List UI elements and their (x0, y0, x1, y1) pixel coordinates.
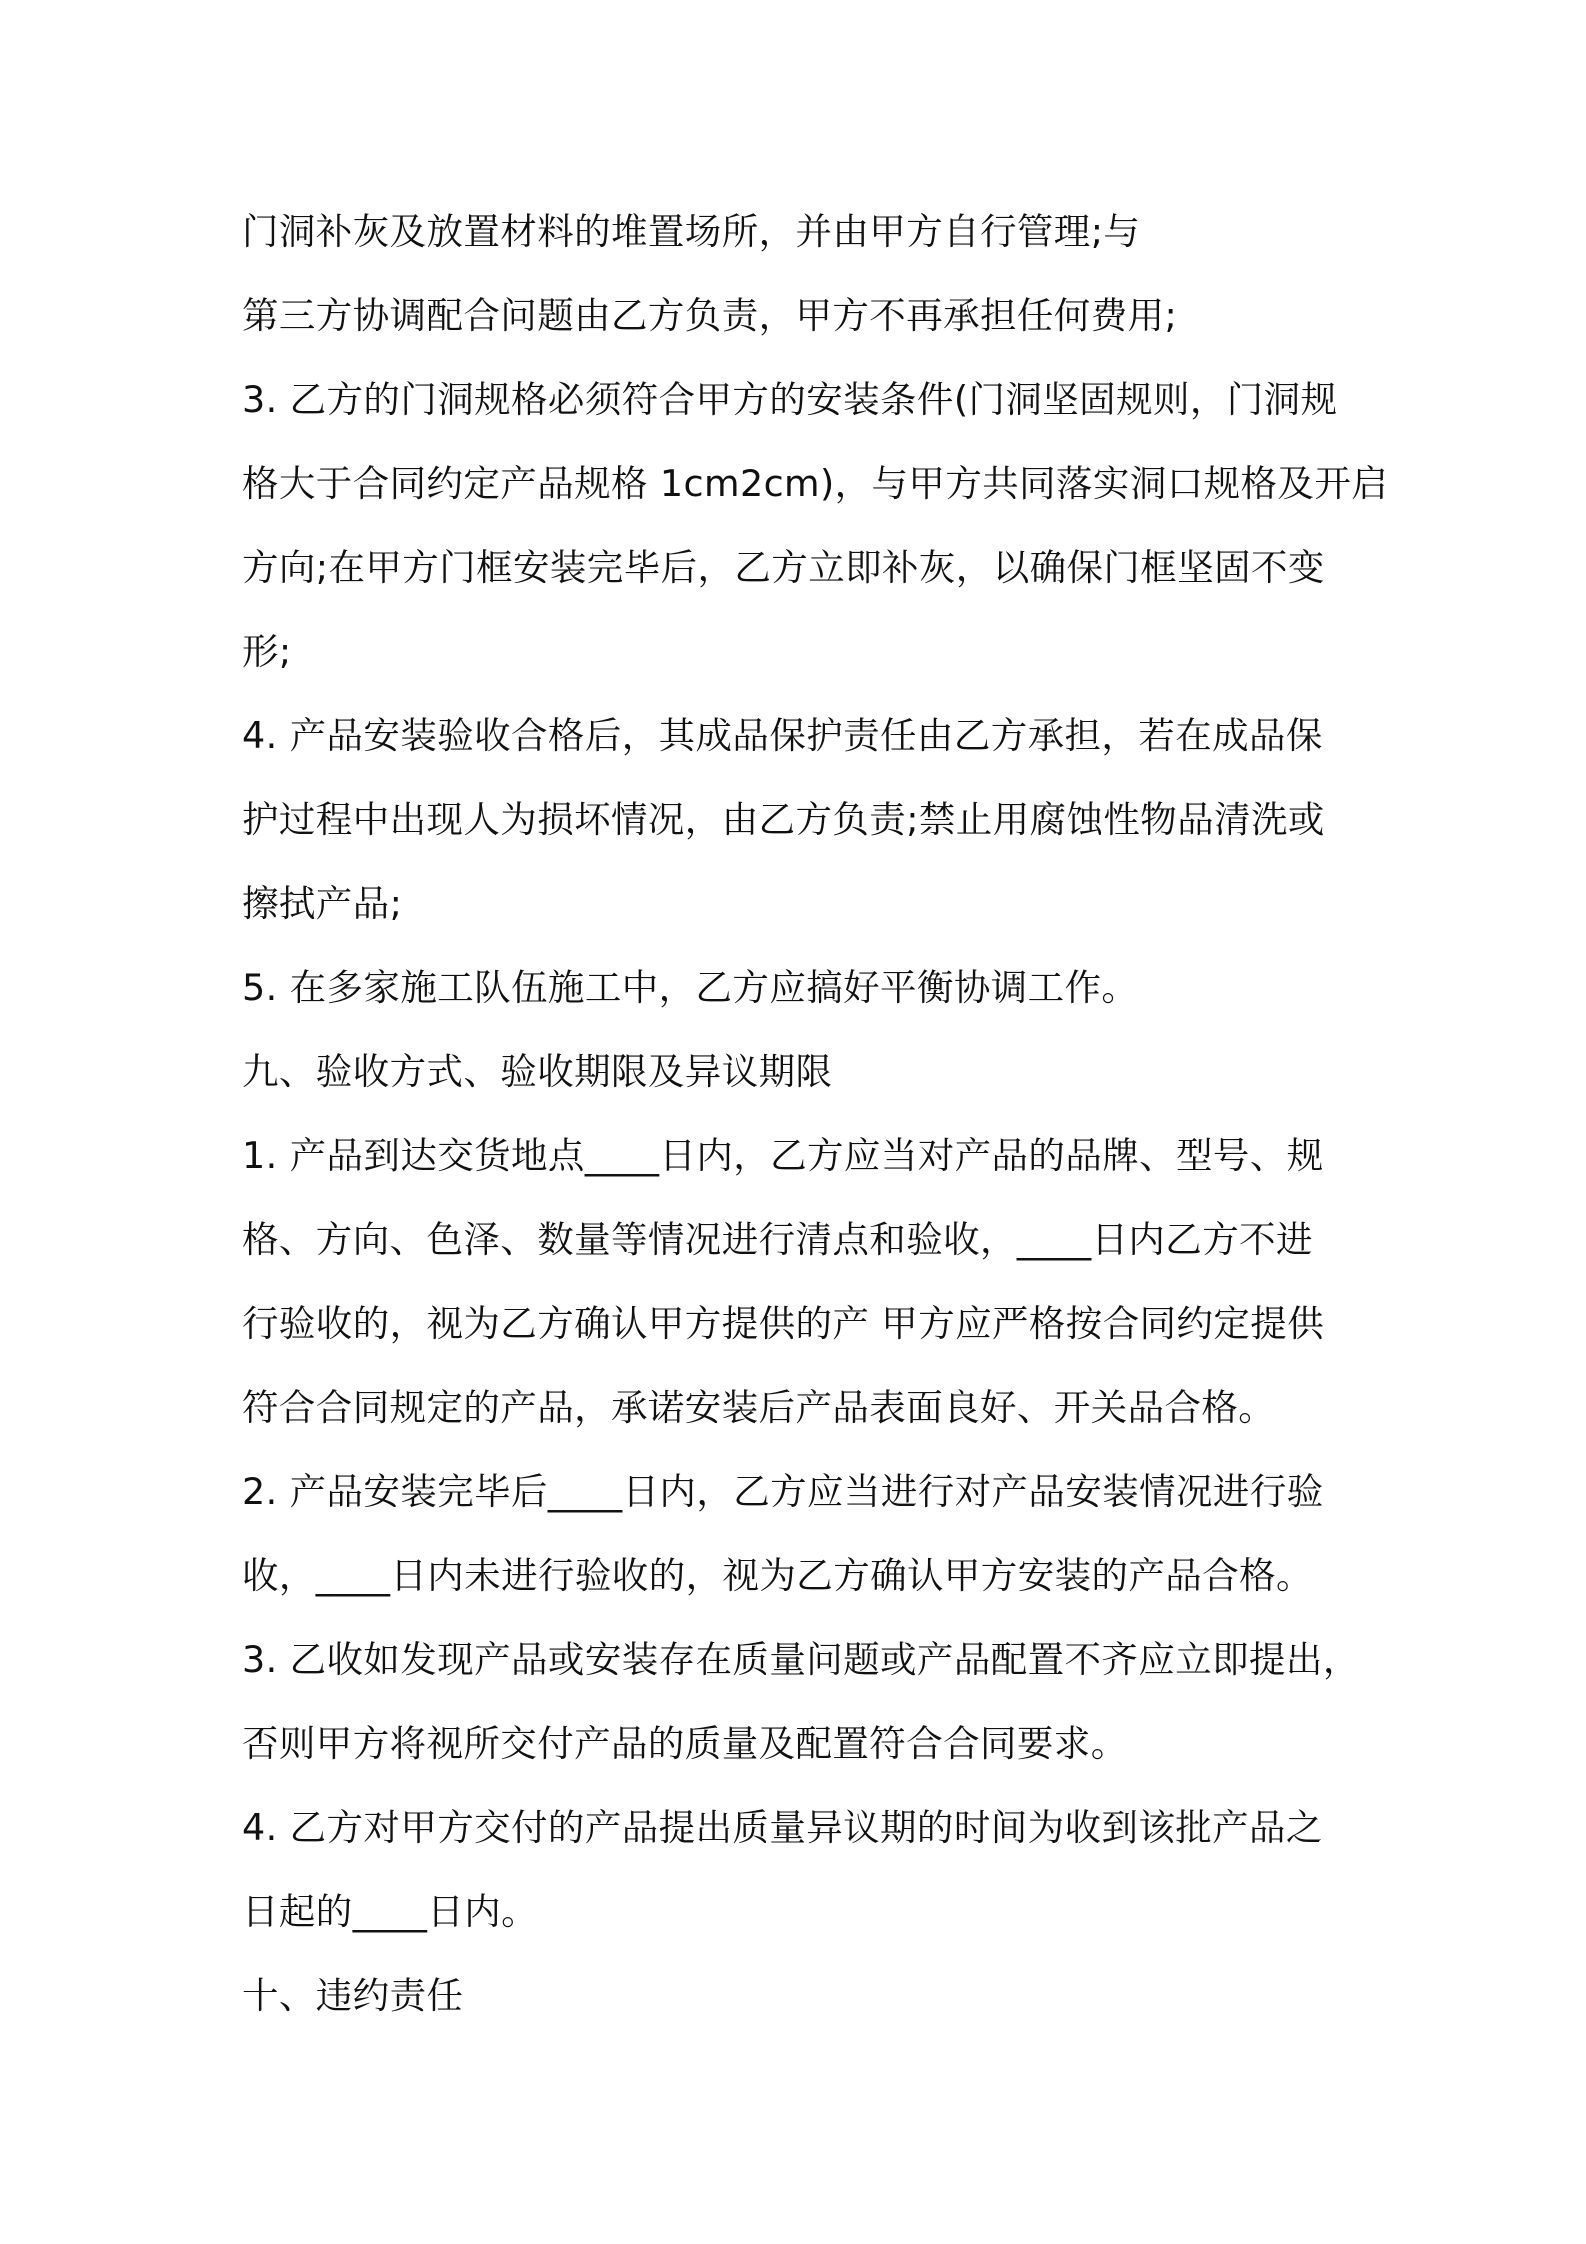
text-line: 格大于合同约定产品规格 1cm2cm)，与甲方共同落实洞口规格及开启 (242, 462, 1389, 505)
text-line: 格、方向、色泽、数量等情况进行清点和验收，____日内乙方不进 (242, 1218, 1313, 1261)
text-line: 门洞补灰及放置材料的堆置场所，并由甲方自行管理;与 (242, 210, 1141, 253)
section-heading: 十、违约责任 (242, 1974, 464, 2017)
text-line: 2. 产品安装完毕后____日内，乙方应当进行对产品安装情况进行验 (242, 1470, 1324, 1513)
text-line: 收，____日内未进行验收的，视为乙方确认甲方安装的产品合格。 (242, 1554, 1313, 1597)
text-line: 方向;在甲方门框安装完毕后，乙方立即补灰，以确保门框坚固不变 (242, 546, 1325, 589)
text-line: 4. 产品安装验收合格后，其成品保护责任由乙方承担，若在成品保 (242, 714, 1323, 757)
text-line: 形; (242, 630, 292, 673)
text-line: 3. 乙方的门洞规格必须符合甲方的安装条件(门洞坚固规则，门洞规 (242, 378, 1338, 421)
text-line: 1. 产品到达交货地点____日内，乙方应当对产品的品牌、型号、规 (242, 1134, 1324, 1177)
contract-text (242, 190, 1389, 2038)
text-line: 行验收的，视为乙方确认甲方提供的产 甲方应严格按合同约定提供 (242, 1302, 1325, 1345)
section-heading: 九、验收方式、验收期限及异议期限 (242, 1050, 833, 1093)
text-line: 4. 乙方对甲方交付的产品提出质量异议期的时间为收到该批产品之 (242, 1806, 1323, 1849)
text-line: 护过程中出现人为损坏情况，由乙方负责;禁止用腐蚀性物品清洗或 (242, 798, 1325, 841)
text-line: 第三方协调配合问题由乙方负责，甲方不再承担任何费用; (242, 294, 1178, 337)
text-line: 擦拭产品; (242, 882, 403, 925)
text-line: 否则甲方将视所交付产品的质量及配置符合合同要求。 (242, 1722, 1128, 1765)
text-line: 5. 在多家施工队伍施工中，乙方应搞好平衡协调工作。 (242, 966, 1139, 1009)
text-line: 3. 乙收如发现产品或安装存在质量问题或产品配置不齐应立即提出， (242, 1638, 1360, 1681)
text-line: 日起的____日内。 (242, 1890, 538, 1933)
text-line: 符合合同规定的产品，承诺安装后产品表面良好、开关品合格。 (242, 1386, 1276, 1429)
